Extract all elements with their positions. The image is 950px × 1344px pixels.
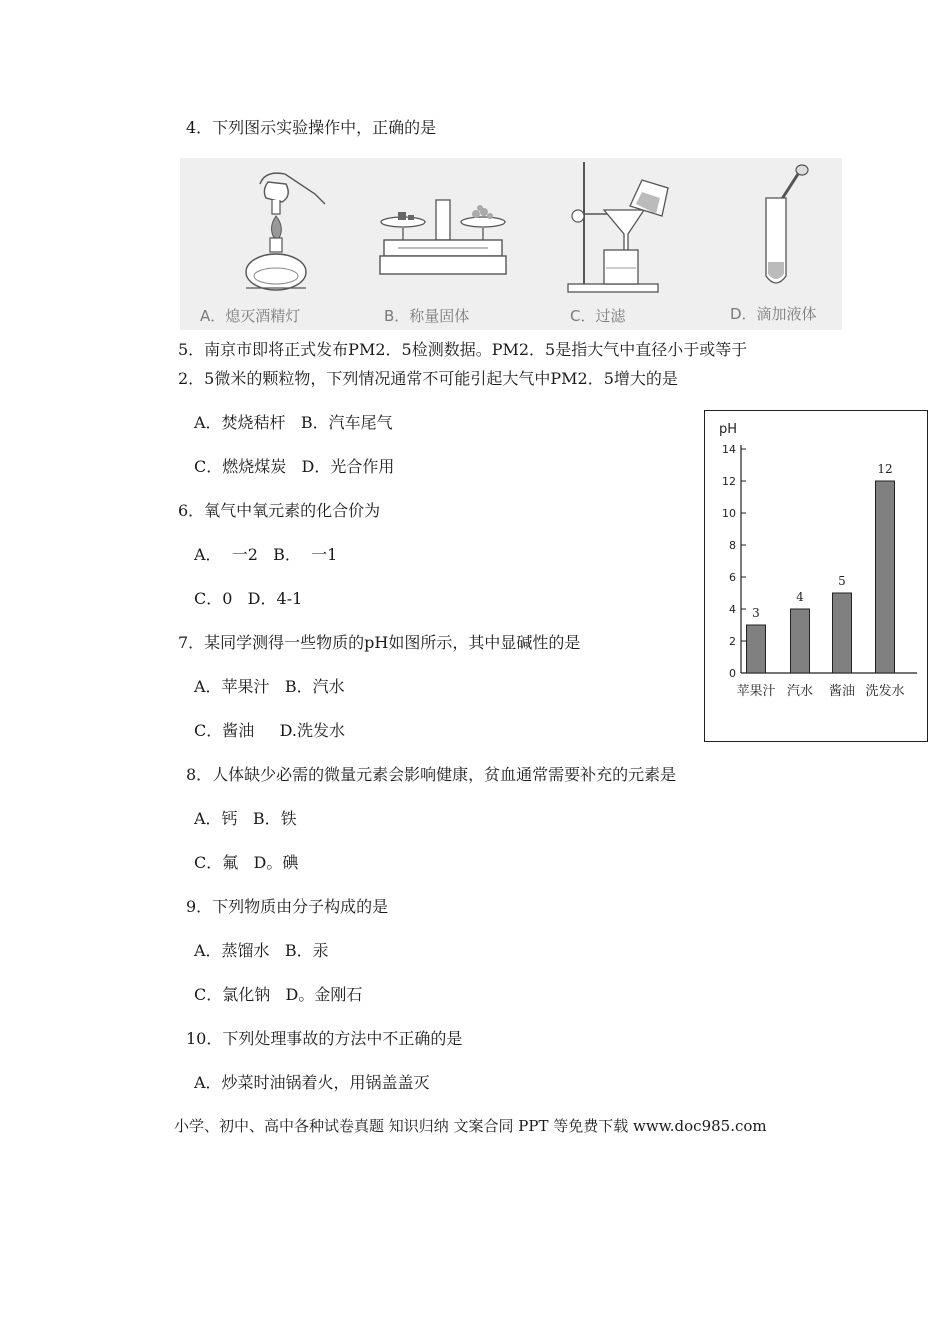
question-10-stem: 10．下列处理事故的方法中不正确的是: [186, 1029, 463, 1048]
question-5-options-row-1: A．焚烧秸杆 B．汽车尾气: [194, 413, 393, 432]
question-8-options-row-2: C．氟 D。碘: [194, 853, 299, 872]
bar: [747, 625, 766, 673]
figure-caption-d: D．滴加液体: [730, 305, 817, 323]
y-tick-label: 14: [722, 443, 736, 456]
question-7-stem: 7．某同学测得一些物质的pH如图所示，其中显碱性的是: [178, 633, 581, 652]
figure-caption-a: A．熄灭酒精灯: [200, 307, 301, 325]
question-7-options-row-1: A．苹果汁 B．汽水: [194, 677, 345, 696]
question-4-stem: 4．下列图示实验操作中，正确的是: [186, 118, 437, 137]
figure-caption-b: B．称量固体: [384, 307, 470, 325]
y-tick-label: 2: [729, 635, 736, 648]
y-axis-label: pH: [719, 422, 738, 437]
question-5-options-row-2: C．燃烧煤炭 D．光合作用: [194, 457, 395, 476]
filtration-illustration: [564, 160, 674, 300]
x-tick-label: 汽水: [786, 684, 814, 699]
question-5-stem-line-2: 2．5微米的颗粒物，下列情况通常不可能引起大气中PM2．5增大的是: [178, 369, 678, 388]
ph-chart-svg: [705, 411, 927, 741]
y-tick-label: 6: [729, 571, 736, 584]
y-tick-label: 10: [722, 507, 736, 520]
data-label: 5: [838, 574, 846, 588]
y-tick-label: 4: [729, 603, 736, 616]
question-9-stem: 9．下列物质由分子构成的是: [186, 897, 389, 916]
bar: [791, 609, 810, 673]
alcohol-lamp-illustration: [220, 164, 330, 304]
bar: [833, 593, 852, 673]
question-6-options-row-2: C．0 D．4-1: [194, 589, 303, 608]
experiment-figures: [180, 158, 842, 330]
data-label: 12: [877, 462, 893, 476]
x-tick-label: 酱油: [828, 684, 856, 699]
question-8-options-row-1: A．钙 B．铁: [194, 809, 297, 828]
question-9-options-row-1: A．蒸馏水 B．汞: [194, 941, 329, 960]
x-tick-label: 苹果汁: [736, 684, 776, 699]
balance-illustration: [378, 188, 508, 288]
question-10-option-a: A．炒菜时油锅着火，用锅盖盖灭: [194, 1073, 430, 1092]
question-8-stem: 8．人体缺少必需的微量元素会影响健康，贫血通常需要补充的元素是: [186, 765, 677, 784]
y-tick-label: 0: [729, 667, 736, 680]
figure-caption-c: C．过滤: [570, 307, 626, 325]
y-tick-label: 8: [729, 539, 736, 552]
footer-note: 小学、初中、高中各种试卷真题 知识归纳 文案合同 PPT 等免费下载 www.doc985.com: [174, 1117, 767, 1135]
question-9-options-row-2: C．氯化钠 D。金刚石: [194, 985, 363, 1004]
ph-bar-chart: [704, 410, 928, 742]
data-label: 4: [796, 590, 804, 604]
y-tick-label: 12: [722, 475, 736, 488]
question-5-stem-line-1: 5．南京市即将正式发布PM2．5检测数据。PM2．5是指大气中直径小于或等于: [178, 340, 748, 359]
bar: [876, 481, 895, 673]
question-6-options-row-1: A． 一2 B． 一1: [194, 545, 338, 564]
question-6-stem: 6．氧气中氧元素的化合价为: [178, 501, 381, 520]
data-label: 3: [752, 606, 760, 620]
x-tick-label: 洗发水: [865, 684, 905, 699]
dropper-illustration: [756, 162, 816, 292]
question-7-options-row-2: C．酱油 D.洗发水: [194, 721, 346, 740]
